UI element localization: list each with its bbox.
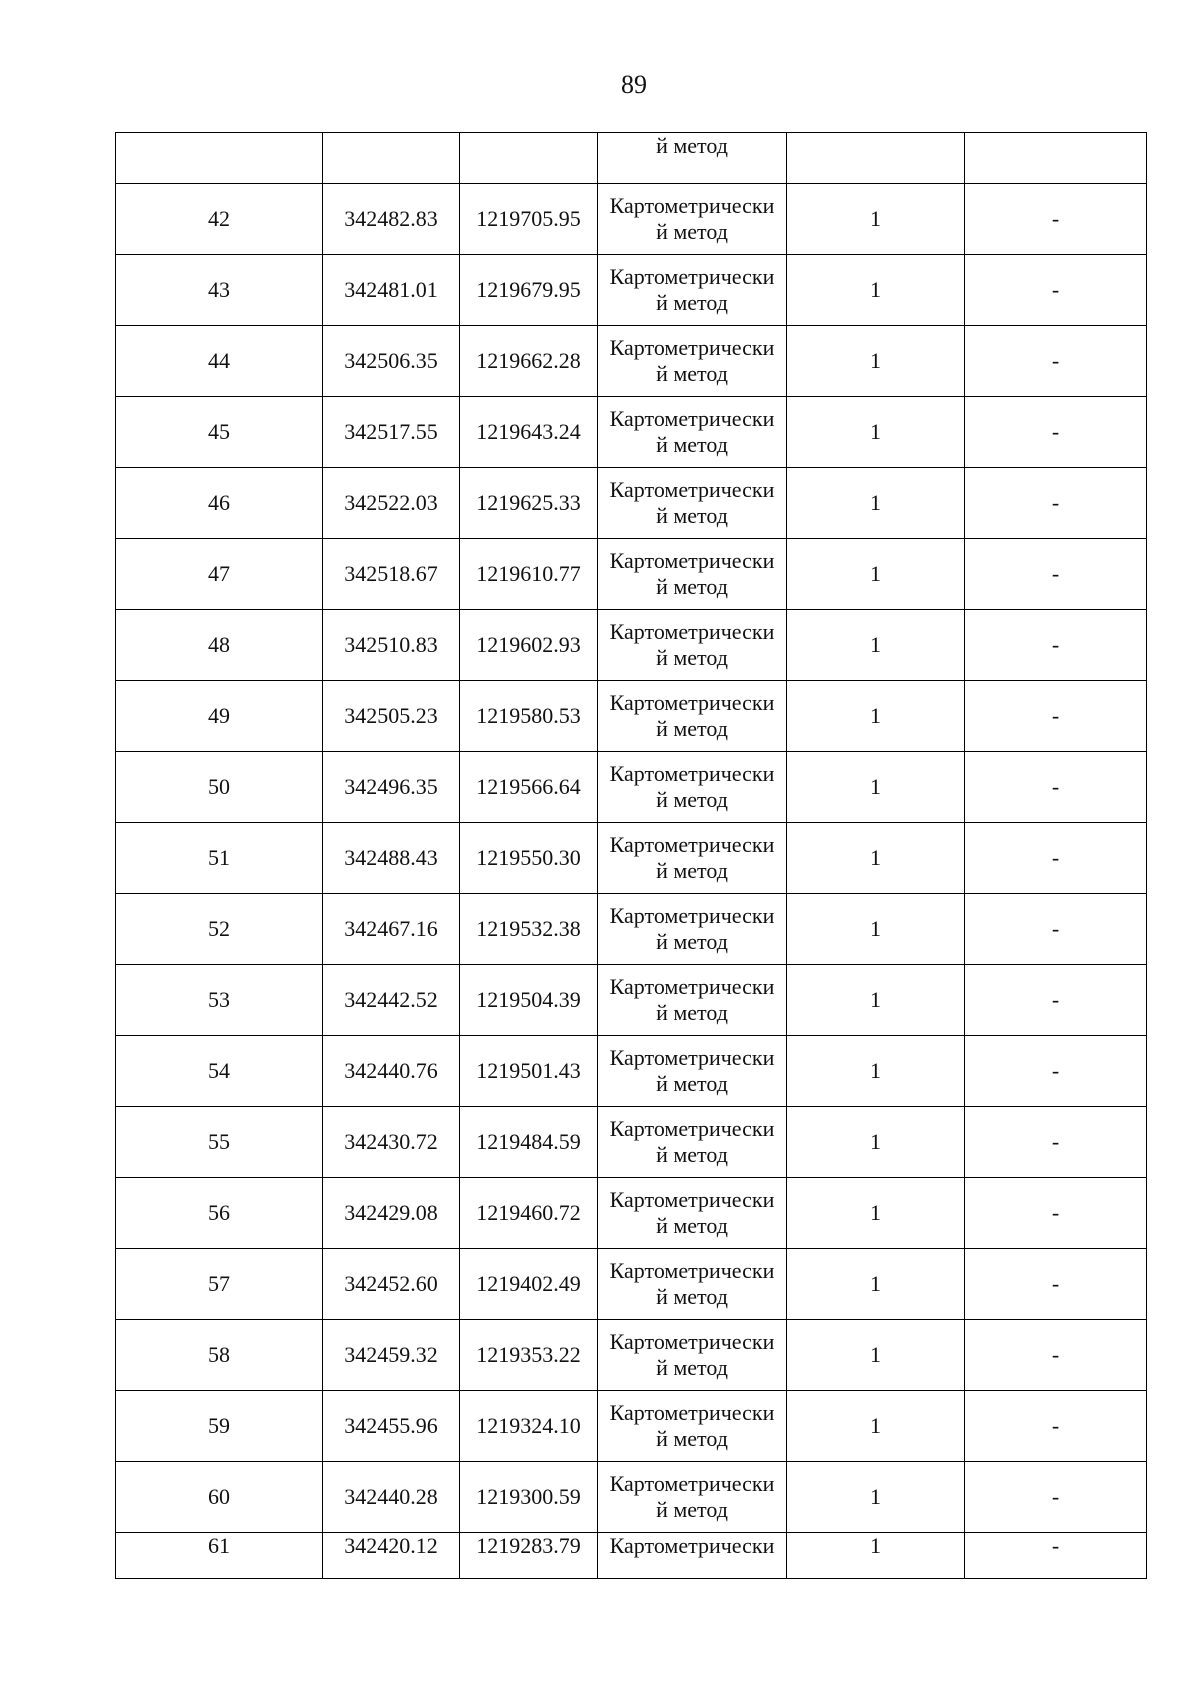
cell-accuracy: 1: [787, 468, 965, 539]
cell-y: 1219580.53: [460, 681, 598, 752]
method-line: й метод: [656, 290, 728, 315]
cell-accuracy: 1: [787, 1462, 965, 1533]
table-row: [116, 965, 1147, 1036]
cell-x: 342488.43: [323, 823, 460, 894]
page-number: 89: [621, 70, 647, 99]
table-row: [116, 397, 1147, 468]
method-line: Картометрически: [609, 1400, 775, 1425]
cell-y: 1219566.64: [460, 752, 598, 823]
cell-y: 1219324.10: [460, 1391, 598, 1462]
cell-note: [965, 133, 1147, 184]
cell-note: -: [965, 681, 1147, 752]
cell-point-number: 57: [116, 1249, 323, 1320]
cell-note: -: [965, 1036, 1147, 1107]
cell-note: -: [965, 823, 1147, 894]
method-line: й метод: [656, 1213, 728, 1238]
coordinates-table: [115, 132, 1147, 1579]
cell-point-number: 51: [116, 823, 323, 894]
cell-method: [598, 965, 787, 1036]
cell-note: -: [965, 1249, 1147, 1320]
method-line: Картометрически: [609, 1533, 775, 1558]
cell-accuracy: 1: [787, 1391, 965, 1462]
cell-y: 1219484.59: [460, 1107, 598, 1178]
cell-y: 1219460.72: [460, 1178, 598, 1249]
table-row: [116, 823, 1147, 894]
cell-y: 1219705.95: [460, 184, 598, 255]
method-line: й метод: [656, 219, 728, 244]
cell-x: 342496.35: [323, 752, 460, 823]
cell-method: [598, 1178, 787, 1249]
method-line: й метод: [656, 787, 728, 812]
cell-method: [598, 894, 787, 965]
table-row: [116, 681, 1147, 752]
method-line: й метод: [656, 645, 728, 670]
method-line: Картометрически: [609, 690, 775, 715]
cell-note: -: [965, 610, 1147, 681]
table-row: [116, 1391, 1147, 1462]
method-line: Картометрически: [609, 1329, 775, 1354]
cell-note: -: [965, 1391, 1147, 1462]
cell-note: -: [965, 1107, 1147, 1178]
cell-point-number: 53: [116, 965, 323, 1036]
cell-accuracy: 1: [787, 965, 965, 1036]
cell-accuracy: 1: [787, 326, 965, 397]
cell-accuracy: 1: [787, 255, 965, 326]
cell-x: 342481.01: [323, 255, 460, 326]
cell-accuracy: 1: [787, 752, 965, 823]
cell-point-number: 47: [116, 539, 323, 610]
cell-method: [598, 610, 787, 681]
cell-point-number: 52: [116, 894, 323, 965]
table-row: [116, 1178, 1147, 1249]
method-line: Картометрически: [609, 335, 775, 360]
cell-note: -: [965, 184, 1147, 255]
cell-point-number: 50: [116, 752, 323, 823]
cell-point-number: 44: [116, 326, 323, 397]
method-line: й метод: [656, 361, 728, 386]
cell-point-number: 58: [116, 1320, 323, 1391]
cell-x: 342452.60: [323, 1249, 460, 1320]
method-line: Картометрически: [609, 477, 775, 502]
method-line: Картометрически: [609, 548, 775, 573]
method-line: Картометрически: [609, 406, 775, 431]
table-row: [116, 1533, 1147, 1579]
cell-y: [460, 133, 598, 184]
method-line: й метод: [656, 432, 728, 457]
cell-x: 342506.35: [323, 326, 460, 397]
table-row: [116, 255, 1147, 326]
cell-accuracy: 1: [787, 610, 965, 681]
cell-accuracy: 1: [787, 1178, 965, 1249]
method-line: й метод: [656, 1071, 728, 1096]
table-row: [116, 894, 1147, 965]
cell-x: 342505.23: [323, 681, 460, 752]
method-line: й метод: [656, 1497, 728, 1522]
cell-y: 1219679.95: [460, 255, 598, 326]
cell-point-number: 61: [116, 1533, 323, 1579]
cell-method: [598, 1533, 787, 1579]
cell-x: 342440.28: [323, 1462, 460, 1533]
cell-accuracy: 1: [787, 1107, 965, 1178]
table-row: [116, 1320, 1147, 1391]
cell-point-number: [116, 133, 323, 184]
method-line: Картометрически: [609, 1045, 775, 1070]
cell-y: 1219643.24: [460, 397, 598, 468]
method-line: Картометрически: [609, 1116, 775, 1141]
cell-method: [598, 1320, 787, 1391]
table-row: [116, 1107, 1147, 1178]
cell-accuracy: [787, 133, 965, 184]
cell-x: 342440.76: [323, 1036, 460, 1107]
cell-y: 1219550.30: [460, 823, 598, 894]
method-line: Картометрически: [609, 974, 775, 999]
method-line: Картометрически: [609, 1258, 775, 1283]
cell-note: -: [965, 1320, 1147, 1391]
method-line: Картометрически: [609, 193, 775, 218]
cell-y: 1219532.38: [460, 894, 598, 965]
method-line: й метод: [656, 574, 728, 599]
method-line: й метод: [656, 1426, 728, 1451]
cell-point-number: 45: [116, 397, 323, 468]
method-line: Картометрически: [609, 1471, 775, 1496]
cell-point-number: 59: [116, 1391, 323, 1462]
cell-note: -: [965, 1533, 1147, 1579]
cell-accuracy: 1: [787, 681, 965, 752]
cell-method: [598, 1036, 787, 1107]
cell-point-number: 42: [116, 184, 323, 255]
method-line: Картометрически: [609, 1187, 775, 1212]
table-row: [116, 610, 1147, 681]
cell-method: [598, 681, 787, 752]
method-line: Картометрически: [609, 903, 775, 928]
method-line: й метод: [656, 1000, 728, 1025]
cell-accuracy: 1: [787, 1249, 965, 1320]
method-line: Картометрически: [609, 264, 775, 289]
cell-y: 1219662.28: [460, 326, 598, 397]
cell-x: 342455.96: [323, 1391, 460, 1462]
cell-y: 1219504.39: [460, 965, 598, 1036]
table-row: [116, 1249, 1147, 1320]
cell-method: [598, 1462, 787, 1533]
cell-accuracy: 1: [787, 823, 965, 894]
cell-y: 1219353.22: [460, 1320, 598, 1391]
table-row: [116, 1462, 1147, 1533]
cell-accuracy: 1: [787, 1036, 965, 1107]
cell-x: [323, 133, 460, 184]
cell-x: 342430.72: [323, 1107, 460, 1178]
cell-method: [598, 133, 787, 184]
cell-y: 1219610.77: [460, 539, 598, 610]
cell-note: -: [965, 326, 1147, 397]
cell-note: -: [965, 1178, 1147, 1249]
method-line: й метод: [656, 929, 728, 954]
cell-method: [598, 1249, 787, 1320]
cell-note: -: [965, 894, 1147, 965]
cell-method: [598, 397, 787, 468]
table-row: [116, 539, 1147, 610]
cell-point-number: 56: [116, 1178, 323, 1249]
cell-method: [598, 326, 787, 397]
cell-note: -: [965, 397, 1147, 468]
cell-method: [598, 752, 787, 823]
method-line: й метод: [656, 133, 728, 158]
cell-x: 342420.12: [323, 1533, 460, 1579]
cell-x: 342459.32: [323, 1320, 460, 1391]
cell-note: -: [965, 255, 1147, 326]
table-row: [116, 1036, 1147, 1107]
cell-method: [598, 255, 787, 326]
cell-method: [598, 1107, 787, 1178]
cell-point-number: 54: [116, 1036, 323, 1107]
cell-point-number: 46: [116, 468, 323, 539]
cell-y: 1219402.49: [460, 1249, 598, 1320]
table-row: [116, 752, 1147, 823]
cell-x: 342429.08: [323, 1178, 460, 1249]
cell-point-number: 49: [116, 681, 323, 752]
cell-x: 342517.55: [323, 397, 460, 468]
cell-accuracy: 1: [787, 1533, 965, 1579]
cell-y: 1219501.43: [460, 1036, 598, 1107]
method-line: й метод: [656, 716, 728, 741]
cell-note: -: [965, 539, 1147, 610]
table-row: [116, 326, 1147, 397]
method-line: й метод: [656, 1142, 728, 1167]
cell-note: -: [965, 965, 1147, 1036]
cell-y: 1219283.79: [460, 1533, 598, 1579]
method-line: й метод: [656, 1284, 728, 1309]
method-line: й метод: [656, 1355, 728, 1380]
method-line: Картометрически: [609, 832, 775, 857]
cell-point-number: 48: [116, 610, 323, 681]
cell-x: 342510.83: [323, 610, 460, 681]
cell-point-number: 43: [116, 255, 323, 326]
cell-point-number: 60: [116, 1462, 323, 1533]
cell-x: 342482.83: [323, 184, 460, 255]
cell-note: -: [965, 468, 1147, 539]
cell-accuracy: 1: [787, 397, 965, 468]
cell-method: [598, 184, 787, 255]
cell-accuracy: 1: [787, 539, 965, 610]
cell-accuracy: 1: [787, 184, 965, 255]
cell-method: [598, 1391, 787, 1462]
cell-y: 1219602.93: [460, 610, 598, 681]
cell-x: 342522.03: [323, 468, 460, 539]
continuation-row: [116, 133, 1147, 184]
cell-point-number: 55: [116, 1107, 323, 1178]
cell-y: 1219625.33: [460, 468, 598, 539]
cell-x: 342518.67: [323, 539, 460, 610]
method-line: Картометрически: [609, 619, 775, 644]
cell-x: 342442.52: [323, 965, 460, 1036]
cell-note: -: [965, 752, 1147, 823]
cell-accuracy: 1: [787, 1320, 965, 1391]
cell-method: [598, 468, 787, 539]
cell-note: -: [965, 1462, 1147, 1533]
cell-x: 342467.16: [323, 894, 460, 965]
table-row: [116, 468, 1147, 539]
cell-accuracy: 1: [787, 894, 965, 965]
method-line: Картометрически: [609, 761, 775, 786]
cell-method: [598, 823, 787, 894]
table-row: [116, 184, 1147, 255]
cell-method: [598, 539, 787, 610]
cell-y: 1219300.59: [460, 1462, 598, 1533]
table-body: [116, 133, 1147, 1579]
method-line: й метод: [656, 503, 728, 528]
method-line: й метод: [656, 858, 728, 883]
